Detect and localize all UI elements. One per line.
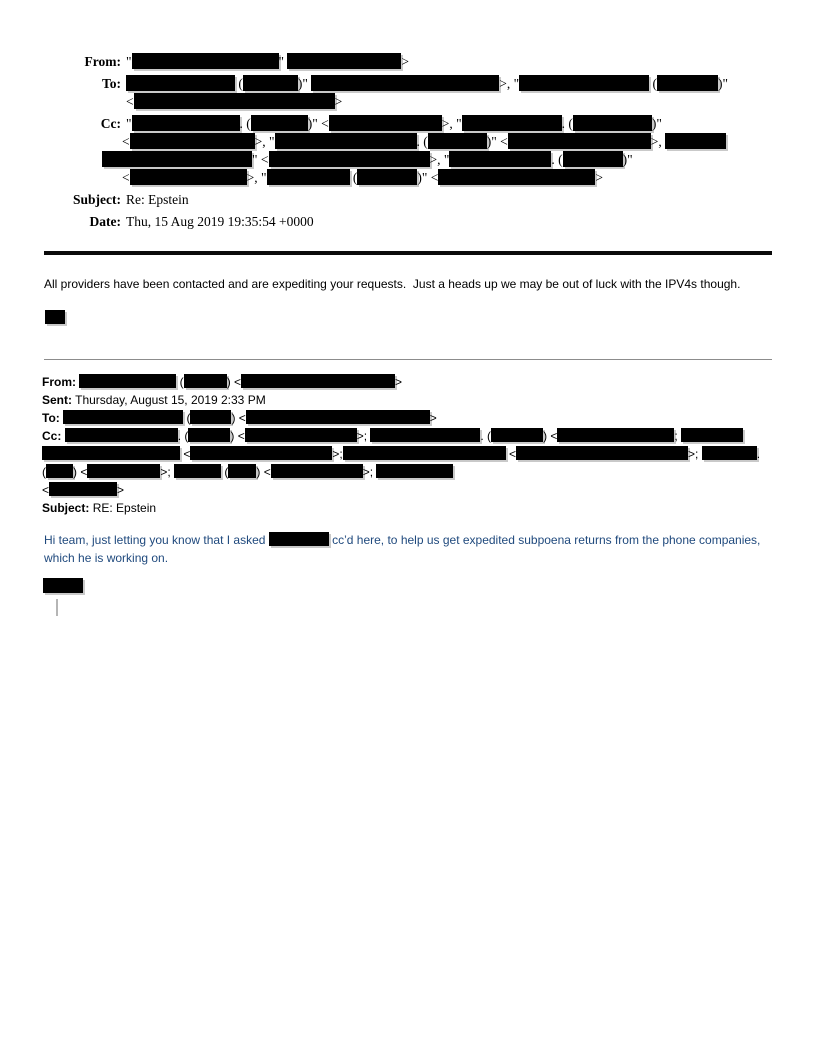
redaction-bar [343, 446, 506, 460]
redaction-bar [702, 446, 757, 460]
header-text: >; [160, 464, 175, 479]
header-text: < [122, 134, 130, 149]
header-text: . ( [416, 134, 428, 149]
header-field [39, 191, 776, 209]
header-text: >, " [429, 152, 450, 167]
redaction-bar [573, 115, 652, 131]
header-text: > [429, 410, 437, 425]
header-field [39, 213, 776, 231]
email-header [39, 53, 776, 231]
redaction-bar [174, 464, 221, 478]
header-text: cc’d here, to help us get expedited subpoena returns from the phone companies, [328, 532, 761, 547]
field-value-line [126, 191, 776, 209]
redaction-bar [519, 75, 649, 91]
header-text: < [505, 446, 517, 461]
field-label: Subject: [73, 192, 121, 207]
header-text: )" [622, 152, 633, 167]
field-value [122, 115, 776, 187]
redaction-bar [184, 374, 227, 388]
quoted-email-body [44, 531, 776, 567]
quoted-header-line [42, 499, 776, 517]
field-label: From: [42, 374, 76, 389]
header-text: ( [183, 410, 191, 425]
field-label: Cc: [100, 116, 121, 131]
quoted-email-header [42, 373, 776, 517]
field-value-line [126, 213, 776, 231]
header-text: . [756, 446, 761, 461]
redaction-bar [190, 446, 332, 460]
redaction-bar [132, 115, 240, 131]
redacted-signature-block [45, 310, 65, 324]
field-value-line [126, 75, 776, 93]
redaction-bar [508, 133, 651, 149]
header-text: ; [674, 428, 682, 443]
header-text: " [278, 54, 288, 69]
redaction-bar [563, 151, 623, 167]
redaction-bar [251, 115, 308, 131]
field-value-line [126, 53, 776, 71]
redaction-bar [269, 532, 329, 546]
field-value-line [122, 169, 776, 187]
header-field [39, 115, 776, 187]
field-value [126, 75, 776, 111]
header-text: . ( [177, 428, 189, 443]
redaction-bar [65, 428, 178, 442]
header-text: >; [688, 446, 702, 461]
redaction-bar [370, 428, 480, 442]
redaction-bar [329, 115, 442, 131]
redaction-bar [462, 115, 562, 131]
redaction-bar [271, 464, 363, 478]
header-text: > [401, 54, 410, 69]
header-text: > [334, 94, 343, 109]
redaction-bar [376, 464, 453, 478]
header-text: ( [349, 170, 358, 185]
redaction-bar [63, 410, 183, 424]
field-value-line [102, 151, 776, 169]
header-text: >, " [254, 134, 275, 149]
header-text: . ( [551, 152, 563, 167]
header-text: >, " [499, 76, 520, 91]
redaction-bar [49, 482, 117, 496]
redaction-bar [438, 169, 595, 185]
header-text: . ( [561, 116, 573, 131]
field-label: From: [84, 54, 121, 69]
redaction-bar [42, 446, 180, 460]
redaction-bar [79, 374, 176, 388]
header-text: . ( [239, 116, 251, 131]
header-text: < [180, 446, 191, 461]
header-text: >; [332, 446, 343, 461]
header-text: " < [252, 152, 269, 167]
redaction-bar [516, 446, 688, 460]
header-text: Thursday, August 15, 2019 2:33 PM [75, 392, 266, 407]
header-text: " [126, 116, 132, 131]
header-text: )" [297, 76, 312, 91]
header-text: ) < [73, 464, 88, 479]
field-value-line [126, 93, 776, 111]
redaction-bar [243, 75, 298, 91]
header-text: < [42, 482, 50, 497]
header-field [39, 75, 776, 111]
header-text: > [595, 170, 603, 185]
header-text: ) < [256, 464, 271, 479]
quoted-header-line [42, 373, 776, 391]
redaction-bar [246, 410, 430, 424]
redaction-bar [428, 133, 487, 149]
redaction-bar [275, 133, 417, 149]
redaction-bar [188, 428, 230, 442]
redaction-bar [245, 428, 357, 442]
redaction-bar [311, 75, 499, 91]
redaction-bar [357, 169, 417, 185]
header-text: >, " [441, 116, 462, 131]
redaction-bar [126, 75, 235, 91]
header-text: >; [362, 464, 377, 479]
header-text: ( [649, 76, 658, 91]
header-text: which he is working on. [44, 550, 169, 565]
quoted-header-line [42, 409, 776, 427]
header-text: )" [651, 116, 662, 131]
redaction-bar [269, 151, 430, 167]
field-label: Cc: [42, 428, 62, 443]
redaction-bar [228, 464, 256, 478]
field-label: Date: [89, 214, 121, 229]
header-text: ) < [543, 428, 558, 443]
text-cursor-line [56, 599, 58, 616]
header-text: > [395, 374, 403, 389]
header-field [39, 53, 776, 71]
header-text: >, " [246, 170, 267, 185]
quoted-header-line [42, 391, 776, 409]
email-body-paragraph: All providers have been contacted and are expediting your requests. Just a heads up we may be out of luck with the IPV4s though. [44, 276, 741, 291]
field-label: To: [42, 410, 60, 425]
header-text: Re: Epstein [126, 192, 189, 207]
header-text: < [122, 170, 130, 185]
quoted-header-line [42, 445, 776, 463]
field-value [126, 213, 776, 231]
quoted-header-line [42, 427, 776, 445]
message-line [44, 549, 776, 567]
quoted-header-line [42, 481, 776, 499]
redaction-bar [287, 53, 401, 69]
header-text: >, [650, 134, 666, 149]
redaction-bar [491, 428, 543, 442]
redaction-bar [681, 428, 743, 442]
redaction-bar [102, 151, 252, 167]
header-text: > [117, 482, 125, 497]
field-value-line [126, 115, 776, 133]
header-text: ) < [230, 428, 245, 443]
redacted-signature-block [43, 578, 83, 593]
redaction-bar [134, 93, 335, 109]
header-text: " [126, 54, 132, 69]
header-text: ( [42, 464, 46, 479]
header-text: < [126, 94, 134, 109]
field-value-line [122, 133, 776, 151]
header-text: ) < [231, 410, 246, 425]
redaction-bar [657, 75, 718, 91]
header-text: ) < [226, 374, 242, 389]
field-label: To: [101, 76, 121, 91]
header-text: ( [221, 464, 229, 479]
redaction-bar [130, 169, 247, 185]
header-text: ( [176, 374, 184, 389]
header-text: )" [718, 76, 729, 91]
field-label: Subject: [42, 500, 90, 515]
header-text: )" < [486, 134, 508, 149]
message-line [44, 531, 776, 549]
redaction-bar [557, 428, 674, 442]
header-text: RE: Epstein [92, 500, 157, 515]
redaction-bar [87, 464, 160, 478]
header-text: ( [235, 76, 243, 91]
redaction-bar [46, 464, 73, 478]
header-text: >; [356, 428, 371, 443]
header-text: Hi team, just letting you know that I asked [44, 532, 269, 547]
field-label: Sent: [42, 392, 72, 407]
redaction-bar [190, 410, 231, 424]
redaction-bar [130, 133, 255, 149]
redaction-bar [267, 169, 350, 185]
header-text: )" < [307, 116, 329, 131]
redaction-bar [241, 374, 395, 388]
header-text: . ( [480, 428, 492, 443]
redaction-bar [665, 133, 726, 149]
header-text: Thu, 15 Aug 2019 19:35:54 +0000 [126, 214, 314, 229]
redaction-bar [132, 53, 279, 69]
header-text: )" < [417, 170, 439, 185]
field-value [126, 191, 776, 209]
field-value [126, 53, 776, 71]
quoted-header-line [42, 463, 776, 481]
quoted-message-divider-rule [44, 359, 772, 360]
redaction-bar [449, 151, 551, 167]
header-divider-rule [44, 251, 772, 255]
